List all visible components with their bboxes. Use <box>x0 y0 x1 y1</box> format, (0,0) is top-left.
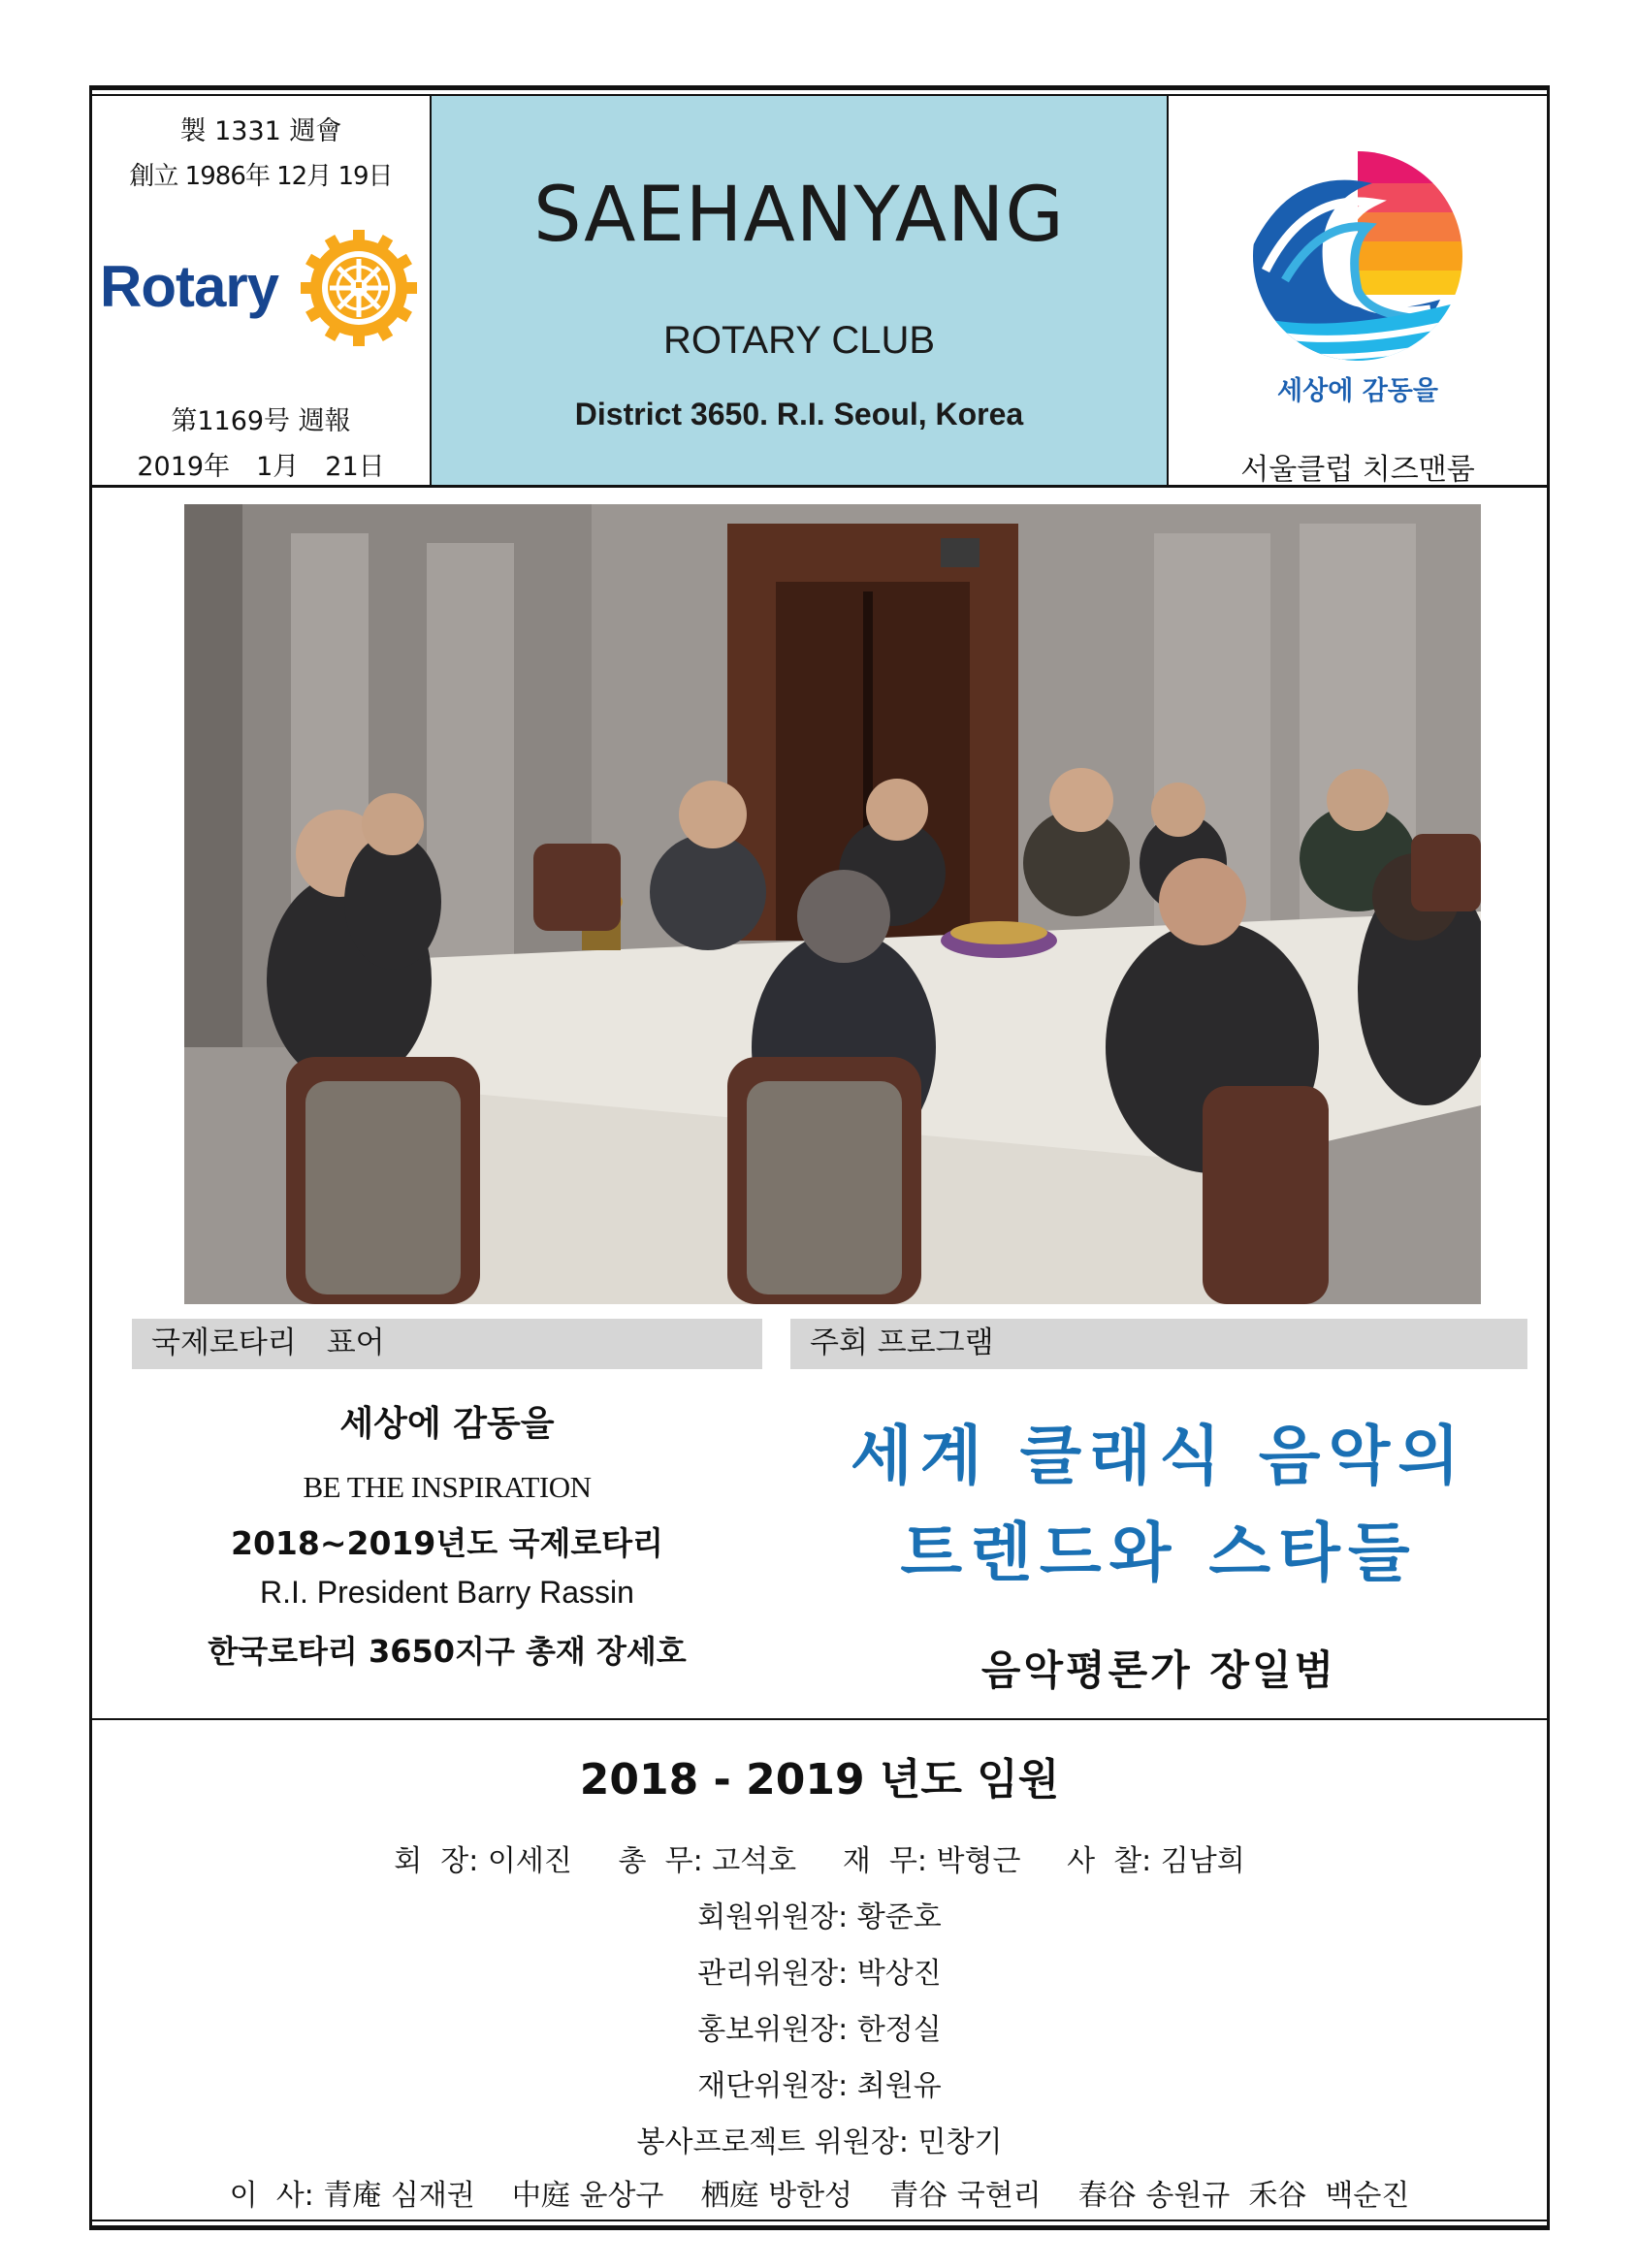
officers-row-foundation: 재단위원장: 최원유 <box>697 2069 942 2103</box>
meeting-photo <box>184 504 1481 1304</box>
club-title-panel <box>432 96 1167 485</box>
program-label: 주회 프로그램 <box>810 1326 994 1360</box>
meeting-count: 製 1331 週會 <box>179 116 342 146</box>
motto-year: 2018~2019년도 국제로타리 <box>231 1524 663 1562</box>
officers-row-service: 봉사프로젝트 위원장: 민창기 <box>636 2125 1003 2159</box>
program-title-line2: 트렌드와 스타들 <box>900 1516 1418 1590</box>
program-label-bar <box>790 1319 1527 1369</box>
rotary-wheel-icon <box>299 228 419 348</box>
meeting-venue: 서울클럽 치즈맨룸 <box>1240 453 1475 487</box>
club-subtitle: ROTARY CLUB <box>662 319 936 362</box>
officers-row-directors: 이 사: 青庵 심재권 中庭 윤상구 栖庭 방한성 青谷 국현리 春谷 송원규 禾谷 백순진 <box>229 2179 1410 2213</box>
officers-row-membership: 회원위원장: 황준호 <box>697 1901 942 1934</box>
rotary-wordmark: Rotary <box>100 254 279 319</box>
founding-date: 創立 1986年 12月 19日 <box>129 162 393 191</box>
frame-bottom-thick <box>89 2225 1550 2230</box>
district-line: District 3650. R.I. Seoul, Korea <box>574 397 1024 431</box>
header-right-cell <box>1169 96 1547 485</box>
motto-label: 국제로타리 표어 <box>151 1326 385 1360</box>
motto-block <box>132 1377 762 1687</box>
motto-label-bar <box>132 1319 762 1369</box>
header-left-cell <box>92 96 430 485</box>
program-block <box>790 1377 1527 1697</box>
frame-top-thick <box>89 85 1550 90</box>
officers-row-pr: 홍보위원장: 한정실 <box>697 2013 942 2047</box>
frame-right <box>1547 85 1550 2228</box>
motto-governor: 한국로타리 3650지구 총재 장세호 <box>208 1633 687 1670</box>
issue-date: 2019年 1月 21日 <box>137 452 385 482</box>
officers-heading: 2018 - 2019 년도 임원 <box>579 1755 1060 1805</box>
program-speaker: 음악평론가 장일범 <box>980 1646 1337 1694</box>
officers-row-main: 회 장: 이세진 총 무: 고석호 재 무: 박형근 사 찰: 김남희 <box>394 1844 1245 1878</box>
officers-block <box>92 1720 1547 2217</box>
program-title-line1: 세계 클래식 음악의 <box>850 1419 1467 1493</box>
frame-bottom-thin <box>89 2220 1550 2221</box>
theme-logo-caption: 세상에 감동을 <box>1277 376 1438 406</box>
meeting-photo-illustration <box>184 504 1481 1304</box>
theme-wave-logo-icon <box>1246 144 1469 367</box>
motto-president: R.I. President Barry Rassin <box>260 1575 634 1610</box>
motto-english: BE THE INSPIRATION <box>303 1470 592 1504</box>
issue-number: 第1169号 週報 <box>171 406 351 436</box>
club-name: SAEHANYANG <box>533 172 1065 259</box>
officers-row-admin: 관리위원장: 박상진 <box>697 1957 942 1991</box>
motto-korean: 세상에 감동을 <box>339 1404 555 1444</box>
rotary-logo <box>100 232 420 348</box>
